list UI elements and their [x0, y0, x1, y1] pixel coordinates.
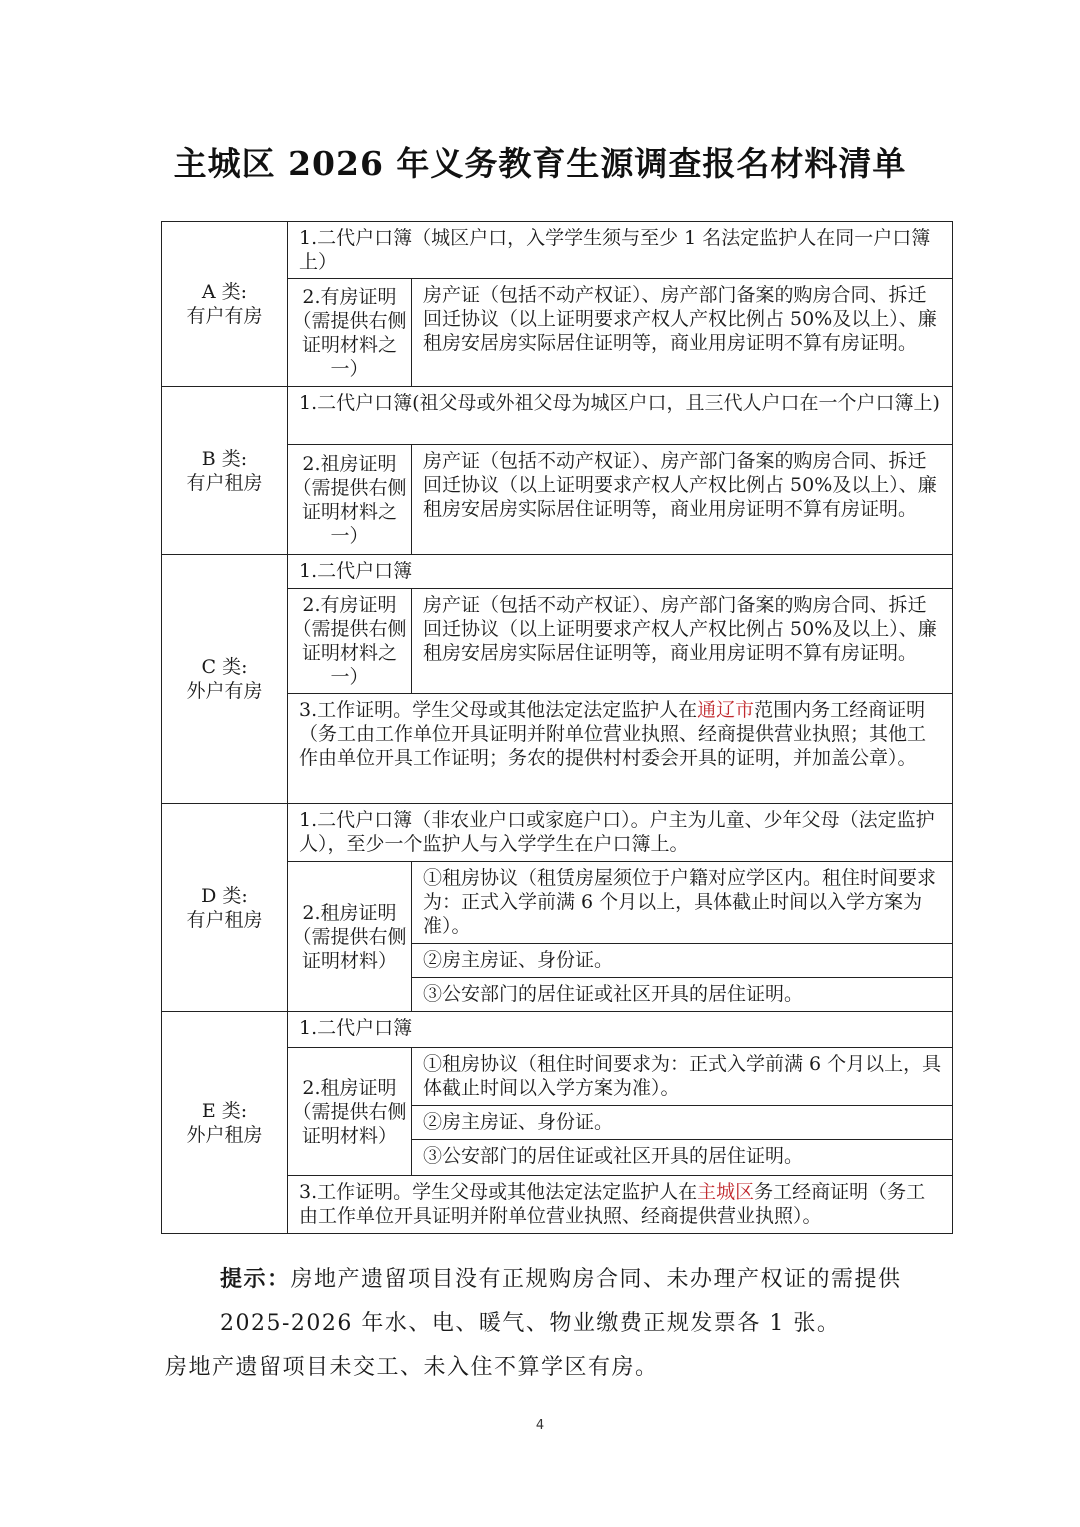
hukou-requirement: 1.二代户口簿（非农业户口或家庭户口）。户主为儿童、少年父母（法定监护人），至少一个监护人与入学学生在户口簿上。: [288, 804, 953, 862]
proof-item: ③公安部门的居住证或社区开具的居住证明。: [412, 1140, 953, 1176]
category-cell-a: [162, 222, 288, 387]
work-place-highlight: 主城区: [697, 1181, 755, 1203]
category-code: E 类:: [201, 1099, 248, 1122]
table-row: [162, 387, 953, 445]
category-cell-e: [162, 1012, 288, 1234]
work-proof-text: 范围内务工经商证明（务工由工作单位开具证明并附单位营业执照、经商提供营业执照；其他工作由单位开具工作证明；务农的提供村村委会开具的证明，并加盖公章）。: [299, 699, 927, 769]
proof-label: 2.租房证明（需提供右侧证明材料）: [288, 862, 412, 1012]
table-row: [162, 222, 953, 279]
proof-label: 2.租房证明（需提供右侧证明材料）: [288, 1048, 412, 1176]
category-cell-c: [162, 555, 288, 804]
proof-label: 2.有房证明（需提供右侧证明材料之一）: [288, 589, 412, 694]
note-label: 提示：: [220, 1266, 291, 1292]
work-proof: [288, 694, 953, 804]
hukou-requirement: 1.二代户口簿(祖父母或外祖父母为城区户口，且三代人户口在一个户口簿上): [288, 387, 953, 445]
work-proof-text: 3.工作证明。学生父母或其他法定法定监护人在: [299, 699, 698, 721]
work-proof-text: 3.工作证明。学生父母或其他法定法定监护人在: [299, 1181, 698, 1203]
proof-materials: 房产证（包括不动产权证）、房产部门备案的购房合同、拆迁回迁协议（以上证明要求产权人产权比例占 50%及以上）、廉租房安居房实际居住证明等，商业用房证明不算有房证明。: [412, 589, 953, 694]
proof-label: 2.祖房证明（需提供右侧证明材料之一）: [288, 445, 412, 555]
proof-label: 2.有房证明（需提供右侧证明材料之一）: [288, 279, 412, 387]
hukou-requirement: 1.二代户口簿: [288, 555, 953, 589]
proof-item: ②房主房证、身份证。: [412, 1106, 953, 1140]
category-name: 外户租房: [186, 1123, 263, 1146]
table-row: [162, 804, 953, 862]
category-name: 有户租房: [186, 471, 263, 494]
work-place-highlight: 通辽市: [697, 699, 755, 721]
materials-table: [161, 221, 953, 1234]
category-name: 外户有房: [186, 680, 263, 702]
note-text: 房地产遗留项目没有正规购房合同、未办理产权证的需提供 2025-2026 年水、电、暖气、物业缴费正规发票各 1 张。: [220, 1267, 902, 1336]
work-proof-text: 务工经商证明（务工由工作单位开具证明并附单位营业执照、经商提供营业执照）。: [299, 1181, 926, 1227]
page-title: 主城区 2026 年义务教育生源调查报名材料清单: [173, 144, 907, 183]
table-row: [162, 1012, 953, 1048]
category-code: A 类:: [201, 281, 248, 303]
category-cell-d: [162, 804, 288, 1012]
hukou-requirement: 1.二代户口簿: [288, 1012, 953, 1048]
page-number: 4: [535, 1418, 545, 1433]
proof-item: ②房主房证、身份证。: [412, 944, 953, 978]
category-cell-b: [162, 387, 288, 555]
note-paragraph: [165, 1257, 955, 1390]
hukou-requirement: 1.二代户口簿（城区户口，入学学生须与至少 1 名法定监护人在同一户口簿上）: [288, 222, 953, 279]
proof-materials: 房产证（包括不动产权证）、房产部门备案的购房合同、拆迁回迁协议（以上证明要求产权人产权比例占 50%及以上）、廉租房安居房实际居住证明等，商业用房证明不算有房证明。: [412, 279, 953, 387]
work-proof: [288, 1176, 953, 1234]
proof-item: ③公安部门的居住证或社区开具的居住证明。: [412, 978, 953, 1012]
note-text-2: 房地产遗留项目未交工、未入住不算学区有房。: [165, 1355, 659, 1380]
category-code: B 类:: [201, 447, 248, 470]
category-code: D 类:: [201, 884, 248, 907]
proof-item: ①租房协议（租赁房屋须位于户籍对应学区内。租住时间要求为：正式入学前满 6 个月以上，具体截止时间以入学方案为准）。: [412, 862, 953, 944]
proof-item: ①租房协议（租住时间要求为：正式入学前满 6 个月以上，具体截止时间以入学方案为准）。: [412, 1048, 953, 1106]
table-row: [162, 555, 953, 589]
category-code: C 类:: [201, 656, 248, 678]
category-name: 有户有房: [186, 305, 263, 327]
category-name: 有户租房: [186, 908, 263, 931]
proof-materials: 房产证（包括不动产权证）、房产部门备案的购房合同、拆迁回迁协议（以上证明要求产权人产权比例占 50%及以上）、廉租房安居房实际居住证明等，商业用房证明不算有房证明。: [412, 445, 953, 555]
